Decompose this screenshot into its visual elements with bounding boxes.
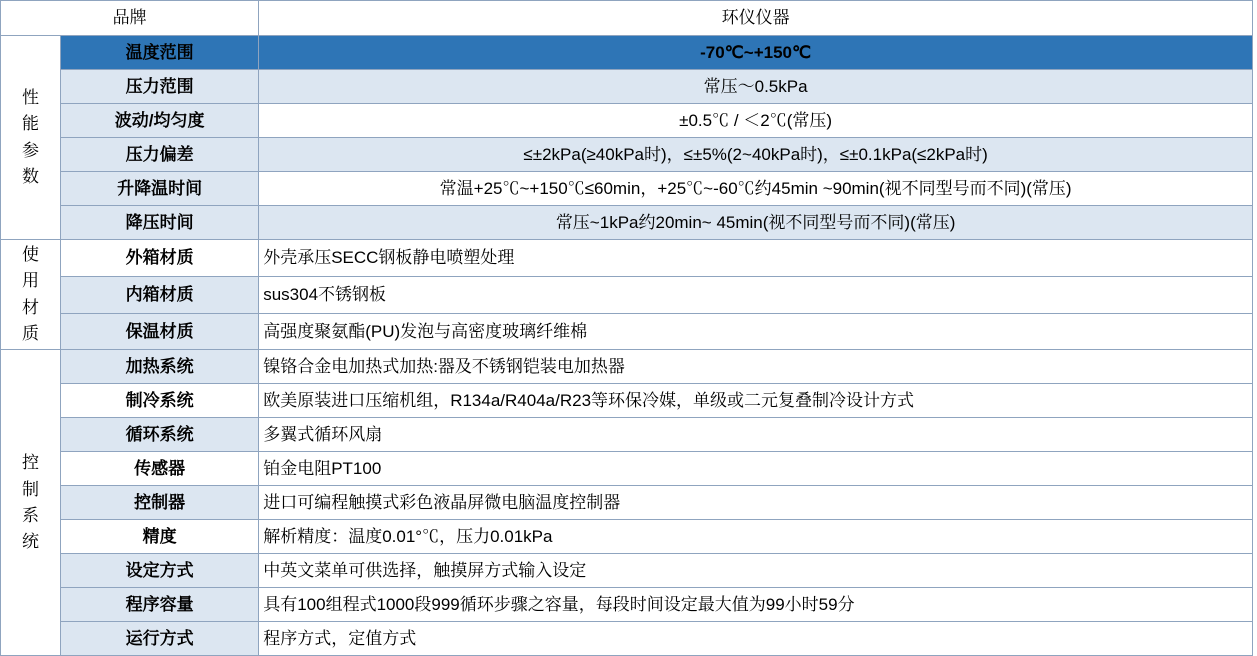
table-row (1, 276, 1253, 313)
table-row (1, 240, 1253, 277)
table-row (1, 384, 1253, 418)
row-label-insulation-material: 保温材质 (61, 313, 259, 350)
row-label-inner-case-material: 内箱材质 (61, 276, 259, 313)
row-value-insulation-material: 高强度聚氨酯(PU)发泡与高密度玻璃纤维棉 (259, 313, 1253, 350)
table-row (1, 622, 1253, 656)
row-label-circulation-system: 循环系统 (61, 418, 259, 452)
row-label-setting-method: 设定方式 (61, 554, 259, 588)
group-performance-label: 性 能 参 数 (22, 87, 40, 186)
row-label-temperature-range: 温度范围 (61, 36, 259, 70)
row-label-accuracy: 精度 (61, 520, 259, 554)
row-value-temperature-range: -70℃~+150℃ (259, 36, 1253, 70)
row-value-sensor: 铂金电阻PT100 (259, 452, 1253, 486)
table-row (1, 172, 1253, 206)
row-value-heating-system: 镍铬合金电加热式加热:器及不锈钢铠装电加热器 (259, 350, 1253, 384)
row-label-operation-mode: 运行方式 (61, 622, 259, 656)
row-value-operation-mode: 程序方式，定值方式 (259, 622, 1253, 656)
table-row (1, 206, 1253, 240)
brand-value: 环仪仪器 (259, 1, 1253, 36)
table-row (1, 36, 1253, 70)
table-row (1, 486, 1253, 520)
row-label-heating-cooling-time: 升降温时间 (61, 172, 259, 206)
table-row (1, 313, 1253, 350)
table-row (1, 588, 1253, 622)
row-value-setting-method: 中英文菜单可供选择，触摸屏方式输入设定 (259, 554, 1253, 588)
table-row (1, 104, 1253, 138)
row-label-pressure-deviation: 压力偏差 (61, 138, 259, 172)
row-value-circulation-system: 多翼式循环风扇 (259, 418, 1253, 452)
brand-label: 品牌 (1, 1, 259, 36)
row-value-depressurization-time: 常压~1kPa约20min~ 45min(视不同型号而不同)(常压) (259, 206, 1253, 240)
group-materials (1, 240, 61, 350)
group-materials-label: 使 用 材 质 (22, 245, 40, 344)
table-row (1, 452, 1253, 486)
row-label-fluctuation-uniformity: 波动/均匀度 (61, 104, 259, 138)
row-value-program-capacity: 具有100组程式1000段999循环步骤之容量，每段时间设定最大值为99小时59分 (259, 588, 1253, 622)
row-value-controller: 进口可编程触摸式彩色液晶屏微电脑温度控制器 (259, 486, 1253, 520)
table-row (1, 520, 1253, 554)
table-row (1, 70, 1253, 104)
row-label-depressurization-time: 降压时间 (61, 206, 259, 240)
table-row (1, 350, 1253, 384)
table-row (1, 138, 1253, 172)
row-value-pressure-range: 常压～0.5kPa (259, 70, 1253, 104)
row-value-refrigeration-system: 欧美原装进口压缩机组，R134a/R404a/R23等环保冷媒，单级或二元复叠制冷设计方式 (259, 384, 1253, 418)
row-label-refrigeration-system: 制冷系统 (61, 384, 259, 418)
row-label-pressure-range: 压力范围 (61, 70, 259, 104)
table-row (1, 554, 1253, 588)
row-value-pressure-deviation: ≤±2kPa(≥40kPa时)，≤±5%(2~40kPa时)，≤±0.1kPa(≤2kPa时) (259, 138, 1253, 172)
row-label-heating-system: 加热系统 (61, 350, 259, 384)
row-label-sensor: 传感器 (61, 452, 259, 486)
row-value-heating-cooling-time: 常温+25℃~+150℃≤60min，+25℃~-60℃约45min ~90min(视不同型号而不同)(常压) (259, 172, 1253, 206)
row-label-controller: 控制器 (61, 486, 259, 520)
table-row-header (1, 1, 1253, 36)
row-label-program-capacity: 程序容量 (61, 588, 259, 622)
group-control (1, 350, 61, 656)
table-row (1, 418, 1253, 452)
row-value-fluctuation-uniformity: ±0.5℃ / ＜2℃(常压) (259, 104, 1253, 138)
row-value-accuracy: 解析精度：温度0.01°℃，压力0.01kPa (259, 520, 1253, 554)
row-value-inner-case-material: sus304不锈钢板 (259, 276, 1253, 313)
group-control-label: 控 制 系 统 (22, 453, 40, 552)
group-performance (1, 36, 61, 240)
row-label-outer-case-material: 外箱材质 (61, 240, 259, 277)
row-value-outer-case-material: 外壳承压SECC钢板静电喷塑处理 (259, 240, 1253, 277)
